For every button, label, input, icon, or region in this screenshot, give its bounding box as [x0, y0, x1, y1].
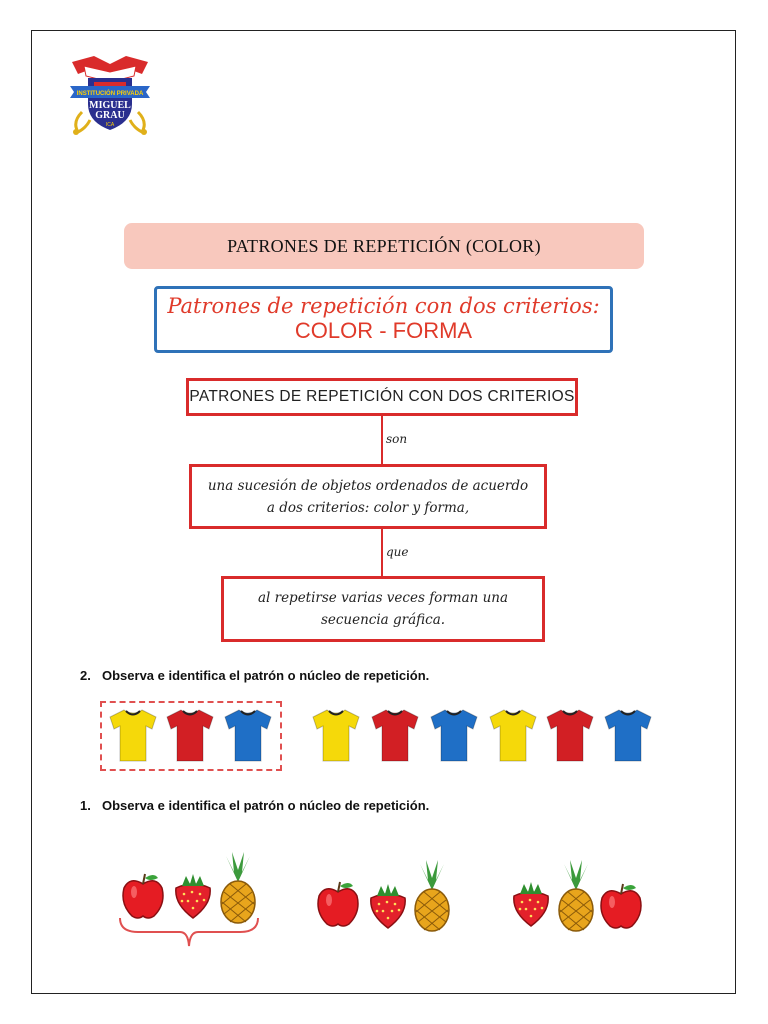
concept-box-sequence — [189, 464, 547, 529]
logo-banner-text: INSTITUCIÓN PRIVADA — [76, 91, 144, 97]
instruction-shirts — [80, 668, 429, 683]
concept-box-graphic-line1: al repetirse varias veces forman una — [257, 590, 509, 606]
pineapple-icon — [556, 860, 596, 932]
logo-name-line2: GRAU — [95, 110, 125, 121]
concept-box-sequence-line2: a dos criterios: color y forma, — [266, 500, 470, 516]
apple-icon — [315, 878, 361, 928]
page-title: PATRONES DE REPETICIÓN (COLOR) — [124, 223, 644, 269]
instruction-shirts-text: Observa e identifica el patrón o núcleo de repetición. — [102, 668, 430, 683]
strawberry-icon — [510, 880, 552, 928]
school-logo — [64, 52, 156, 136]
blue-shirt — [223, 707, 273, 763]
logo-name-line1: MIGUEL — [89, 100, 131, 111]
red-shirt — [370, 707, 420, 763]
yellow-shirt — [311, 707, 361, 763]
yellow-shirt — [488, 707, 538, 763]
pineapple-icon — [218, 852, 258, 924]
connector-line-2 — [381, 529, 383, 576]
instruction-shirts-number: 2. — [80, 668, 91, 683]
concept-box-graphic-line2: secuencia gráfica. — [320, 612, 446, 628]
strawberry-icon — [172, 872, 214, 920]
pineapple-icon — [412, 860, 452, 932]
connector-label-que: que — [386, 545, 409, 559]
strawberry-icon — [367, 882, 409, 930]
blue-shirt — [429, 707, 479, 763]
apple-icon — [598, 880, 644, 930]
red-shirt — [545, 707, 595, 763]
concept-box-graphic-sequence — [221, 576, 545, 642]
concept-box-definition-title: PATRONES DE REPETICIÓN CON DOS CRITERIOS — [186, 378, 578, 416]
connector-line-1 — [381, 416, 383, 464]
criteria-header-box — [154, 286, 613, 353]
blue-shirt — [603, 707, 653, 763]
instruction-fruits-number: 1. — [80, 798, 91, 813]
red-shirt — [165, 707, 215, 763]
apple-icon — [120, 870, 166, 920]
logo-city: ICA — [105, 122, 115, 128]
yellow-shirt — [108, 707, 158, 763]
instruction-fruits — [80, 798, 429, 813]
criteria-header-line2: COLOR - FORMA — [294, 318, 473, 343]
criteria-header-line1: Patrones de repetición con dos criterios: — [167, 294, 600, 318]
connector-label-son: son — [386, 432, 408, 446]
concept-box-sequence-line1: una sucesión de objetos ordenados de acuerdo — [207, 478, 529, 494]
pattern-core-brace — [118, 916, 260, 950]
instruction-fruits-text: Observa e identifica el patrón o núcleo de repetición. — [102, 798, 430, 813]
